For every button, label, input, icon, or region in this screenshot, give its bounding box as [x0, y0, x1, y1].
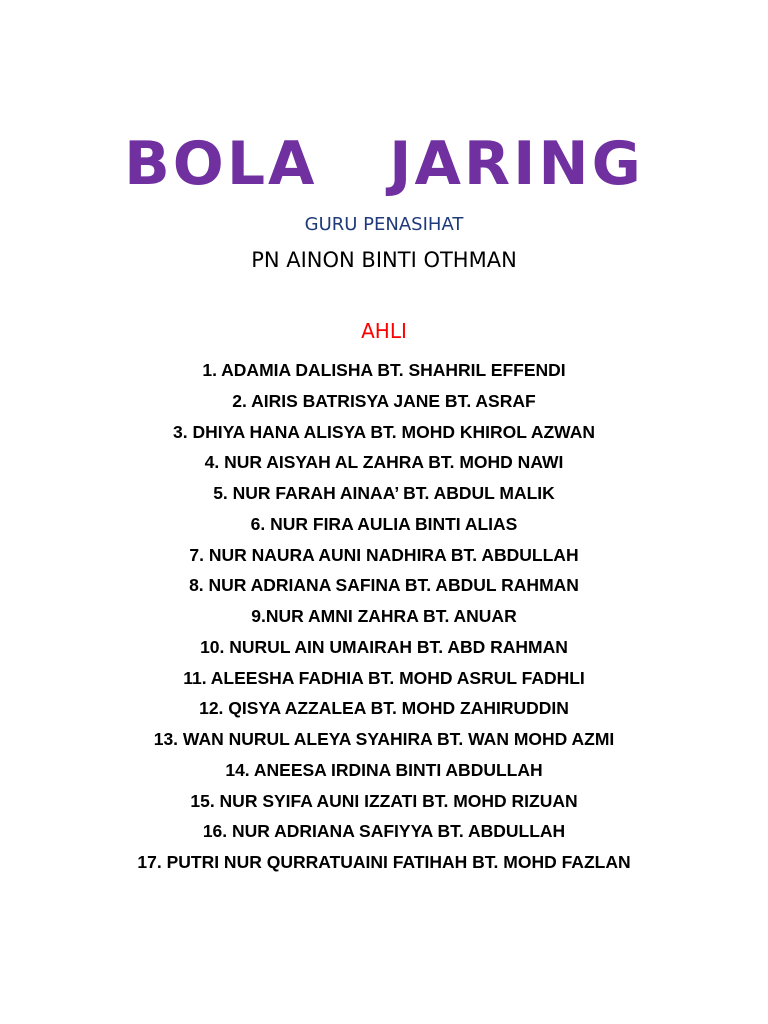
list-item: 2. AIRIS BATRISYA JANE BT. ASRAF	[232, 390, 536, 411]
members-label: AHLI	[361, 319, 407, 343]
list-item: 12. QISYA AZZALEA BT. MOHD ZAHIRUDDIN	[199, 698, 569, 719]
list-item: 10. NURUL AIN UMAIRAH BT. ABD RAHMAN	[200, 636, 568, 657]
list-item: 4. NUR AISYAH AL ZAHRA BT. MOHD NAWI	[204, 452, 564, 473]
list-item: 15. NUR SYIFA AUNI IZZATI BT. MOHD RIZUAN	[190, 790, 578, 811]
list-item: 17. PUTRI NUR QURRATUAINI FATIHAH BT. MOHD FAZLAN	[137, 852, 631, 872]
list-item: 14. ANEESA IRDINA BINTI ABDULLAH	[225, 759, 543, 780]
list-item: 1. ADAMIA DALISHA BT. SHAHRIL EFFENDI	[202, 360, 566, 380]
advisor-name: PN AINON BINTI OTHMAN	[251, 248, 517, 272]
list-item: 16. NUR ADRIANA SAFIYYA BT. ABDULLAH	[202, 821, 566, 842]
members-list	[0, 355, 768, 878]
advisor-label: GURU PENASIHAT	[304, 214, 464, 235]
list-item: 6. NUR FIRA AULIA BINTI ALIAS	[250, 513, 518, 534]
list-item: 11. ALEESHA FADHIA BT. MOHD ASRUL FADHLI	[183, 667, 585, 688]
list-item: 8. NUR ADRIANA SAFINA BT. ABDUL RAHMAN	[189, 575, 579, 596]
list-item: 9.NUR AMNI ZAHRA BT. ANUAR	[251, 606, 517, 626]
list-item: 7. NUR NAURA AUNI NADHIRA BT. ABDULLAH	[189, 544, 579, 565]
list-item: 3. DHIYA HANA ALISYA BT. MOHD KHIROL AZWAN	[173, 421, 595, 442]
list-item: 13. WAN NURUL ALEYA SYAHIRA BT. WAN MOHD AZMI	[153, 729, 615, 749]
page-title: BOLA JARING	[124, 129, 644, 199]
list-item: 5. NUR FARAH AINAA’ BT. ABDUL MALIK	[213, 483, 555, 503]
